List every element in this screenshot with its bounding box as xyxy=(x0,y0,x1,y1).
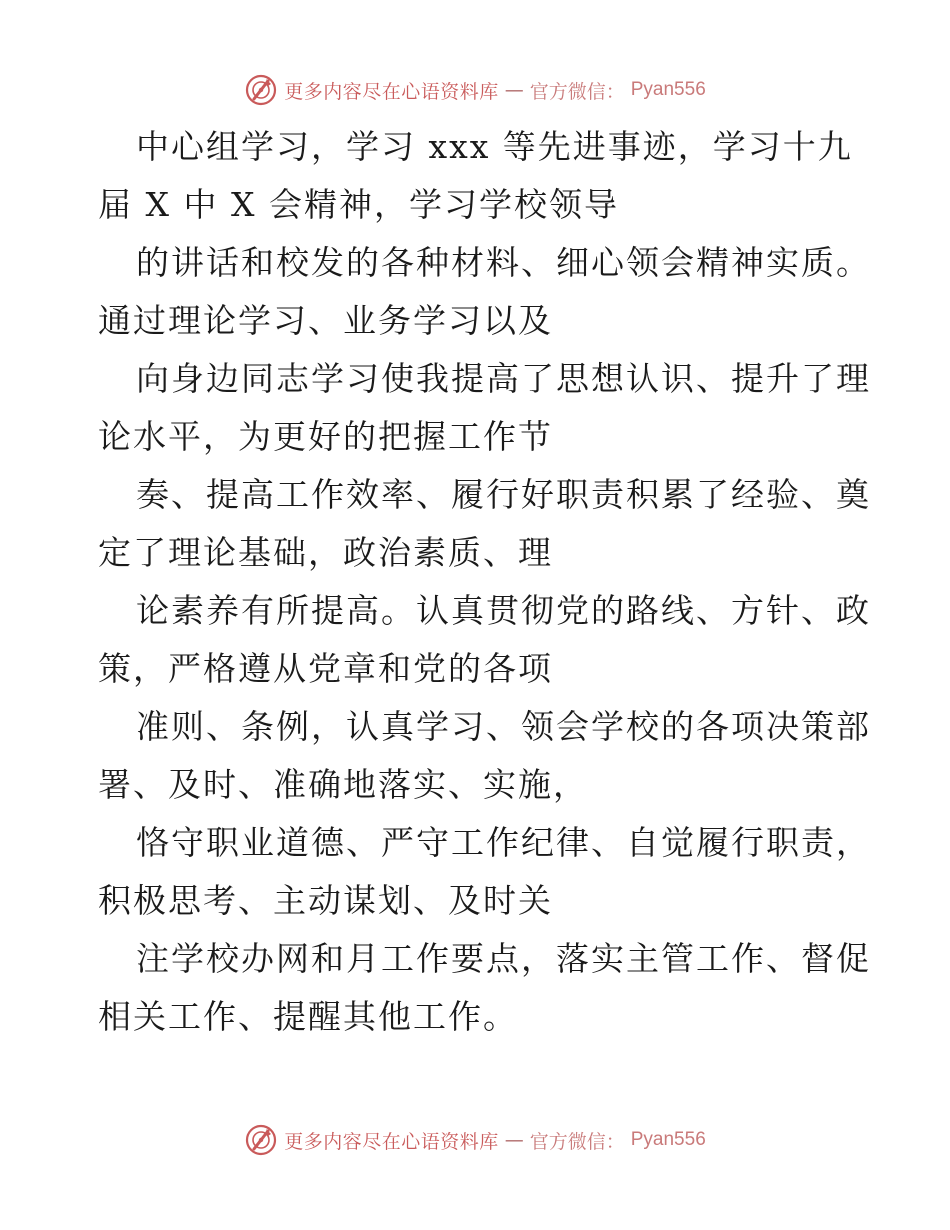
paragraph-line: 论素养有所提高。认真贯彻党的路线、方针、政 xyxy=(136,591,871,630)
document-body xyxy=(98,118,871,1046)
paragraph-line: 定了理论基础，政治素质、理 xyxy=(98,533,553,572)
watermark-handle: Pyan556 xyxy=(630,1129,706,1150)
watermark-separator: — xyxy=(504,1129,524,1151)
watermark-separator: — xyxy=(504,79,524,101)
paragraph-line: 策，严格遵从党章和党的各项 xyxy=(98,649,553,688)
paragraph-line: 署、及时、准确地落实、实施， xyxy=(98,765,588,804)
watermark-official-label: 官方微信： xyxy=(529,80,625,103)
paragraph-line: 积极思考、主动谋划、及时关 xyxy=(98,881,553,920)
seal-logo-icon xyxy=(244,73,278,107)
paragraph-line: 届 X 中 X 会精神，学习学校领导 xyxy=(98,185,619,224)
watermark-official-label: 官方微信： xyxy=(529,1130,625,1153)
watermark-site-text: 更多内容尽在心语资料库 xyxy=(284,1130,499,1153)
paragraph-line: 的讲话和校发的各种材料、细心领会精神实质。 xyxy=(136,243,871,282)
watermark-handle: Pyan556 xyxy=(630,79,706,100)
paragraph-line: 注学校办网和月工作要点，落实主管工作、督促 xyxy=(136,939,871,978)
footer-watermark xyxy=(0,1120,950,1160)
paragraph-line: 奏、提高工作效率、履行好职责积累了经验、奠 xyxy=(136,475,871,514)
seal-logo-icon xyxy=(244,1123,278,1157)
paragraph-line: 通过理论学习、业务学习以及 xyxy=(98,301,553,340)
paragraph-line: 准则、条例，认真学习、领会学校的各项决策部 xyxy=(136,707,871,746)
paragraph-line: 论水平，为更好的把握工作节 xyxy=(98,417,553,456)
paragraph-line: 相关工作、提醒其他工作。 xyxy=(98,997,518,1036)
paragraph-line: 中心组学习，学习 xxx 等先进事迹，学习十九 xyxy=(136,127,853,166)
paragraph-line: 向身边同志学习使我提高了思想认识、提升了理 xyxy=(136,359,871,398)
paragraph-line: 恪守职业道德、严守工作纪律、自觉履行职责， xyxy=(136,823,871,862)
watermark-site-text: 更多内容尽在心语资料库 xyxy=(284,80,499,103)
header-watermark xyxy=(0,70,950,110)
